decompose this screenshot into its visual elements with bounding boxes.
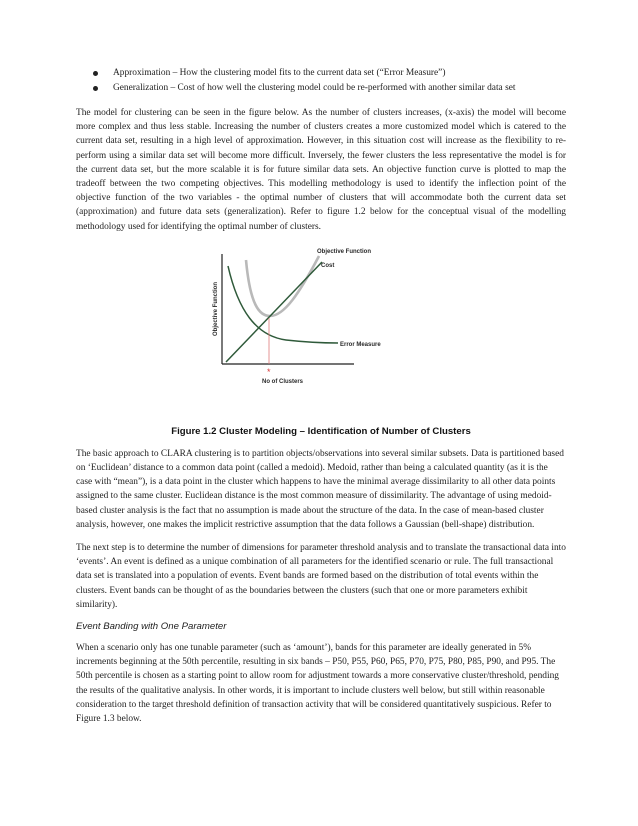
bullet-dot-icon <box>93 86 98 91</box>
bullet-item-generalization <box>76 81 566 96</box>
figure-cluster-modeling <box>76 244 566 414</box>
y-axis-label: Objective Function <box>213 281 219 336</box>
figure-caption: Figure 1.2 Cluster Modeling – Identification of Number of Clusters <box>171 425 471 437</box>
document-page <box>76 66 566 726</box>
error-measure-label: Error Measure <box>340 341 381 348</box>
bullet-text: Approximation – How the clustering model fits to the current data set (“Error Measure”) <box>113 68 446 78</box>
bullet-list <box>76 66 566 96</box>
paragraph-event-banding: When a scenario only has one tunable parameter (such as ‘amount’), bands for this parameter are ideally generated in 5% increments beginning at the 50th percentile, resulting in six bands – P50, P55, P60, P65, P70, P75, P80, P85, P90, and P95. The 50th percentile is chosen as a starting point to allow room for adjustment towards a more conservative cluster/threshold, pending the results of the qualitative analysis. In other words, it is important to include clusters well below, but still within reasonable consideration to the target threshold definition of transaction activity that will be considered quantitatively suspicious. Refer to Figure 1.3 below. <box>76 643 559 725</box>
optimum-marker: * <box>267 366 271 377</box>
cost-label: Cost <box>321 262 335 269</box>
paragraph-clara: The basic approach to CLARA clustering is to partition objects/observations into several similar subsets. Data is partitioned based on ‘Euclidean’ distance to a common data point (called a medoid). Medoid, rather than being a calculated quantity (as it is the case with “mean”), is a data point in the cluster which happens to have the minimal average dissimilarity to all other data points assigned to the same cluster. Euclidean distance is the most common measure of dissimilarity. The advantage of using medoid-based cluster analysis is the fact that no assumption is made about the structure of the data. In the case of mean-based cluster analysis, however, one makes the implicit restrictive assumption that the data follows a Gaussian (bell-shape) distribution. <box>76 448 564 530</box>
error-measure-curve <box>228 266 338 343</box>
x-axis-label: No of Clusters <box>262 378 304 385</box>
objective-function-chart <box>204 244 404 414</box>
objective-function-curve <box>246 256 319 316</box>
bullet-text: Generalization – Cost of how well the clustering model could be re-performed with another similar data set <box>113 83 516 93</box>
paragraph-dimensions: The next step is to determine the number of dimensions for parameter threshold analysis and to translate the transactional data into ‘events’. An event is defined as a unique combination of all parameters for the identified scenario or rule. The full transactional data set is translated into a population of events. Event bands are formed based on the distribution of total events within the clusters. Event bands can be thought of as the boundaries between the clusters (such that one or more parameters exhibit similarity). <box>76 543 566 610</box>
cost-line <box>226 262 322 362</box>
objective-function-label: Objective Function <box>317 248 372 255</box>
paragraph-clustering-model: The model for clustering can be seen in the figure below. As the number of clusters increases, (x-axis) the model will become more complex and thus less stable. Increasing the number of clusters creates a more customized model which is catered to the current data set, resulting in a high level of approximation. However, in this situation cost will increase as the flexibility to re-perform using a similar data set will become more difficult. Inversely, the fewer clusters the less representative the model is for the current data set, but the more scalable it is for future similar data sets. An objective function curve is plotted to map the tradeoff between the two competing objectives. This modelling methodology is used to identify the inflection point of the objective function of the two variables - the optimal number of clusters that will accommodate both the current data set (approximation) and future data sets (generalization). Refer to figure 1.2 below for the conceptual visual of the modelling methodology used for identifying the optimal number of clusters. <box>76 108 566 232</box>
bullet-item-approximation <box>76 66 566 81</box>
section-subheading: Event Banding with One Parameter <box>76 621 227 633</box>
bullet-dot-icon <box>93 71 98 76</box>
